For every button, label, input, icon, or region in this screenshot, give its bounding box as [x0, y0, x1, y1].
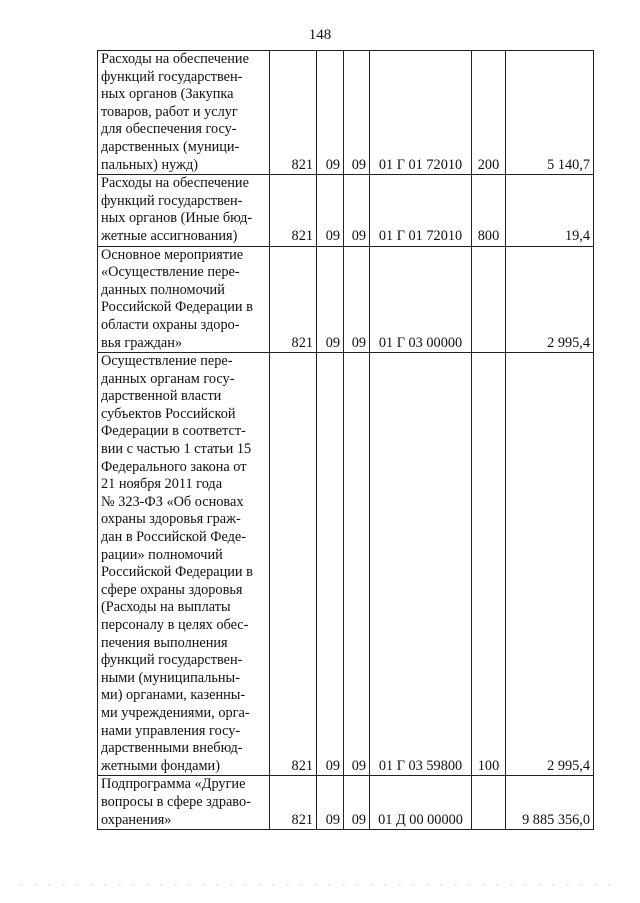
section-code: 09: [317, 51, 344, 175]
target-article-code: 01 Д 00 00000: [370, 776, 472, 830]
description-line: Подпрограмма «Другие: [101, 776, 246, 793]
description-line: функций государствен-: [101, 68, 243, 85]
description-line: нами управления госу-: [101, 722, 241, 739]
table-body: [98, 51, 594, 830]
amount: 2 995,4: [506, 246, 594, 353]
amount: 5 140,7: [506, 51, 594, 175]
subsection-code: 09: [344, 175, 370, 246]
description-line: данных органам госу-: [101, 370, 235, 387]
table-row: [98, 246, 594, 353]
amount: 19,4: [506, 175, 594, 246]
page-number: 148: [308, 27, 332, 43]
table-row: [98, 353, 594, 776]
row-description: [98, 175, 270, 246]
description-line: охранения»: [101, 811, 172, 828]
expense-type-code: [472, 776, 506, 830]
description-line: субъектов Российской: [101, 405, 236, 422]
ministry-code: 821: [270, 353, 317, 776]
subsection-code: 09: [344, 353, 370, 776]
description-line: (Расходы на выплаты: [101, 599, 231, 616]
description-line: ми учреждениями, орга-: [101, 704, 250, 721]
description-line: Федерального закона от: [101, 458, 247, 475]
description-line: Федерации в соответст-: [101, 423, 246, 440]
description-line: ными (муниципальны-: [101, 669, 240, 686]
row-description: [98, 353, 270, 776]
description-line: данных полномочий: [101, 281, 225, 298]
description-line: функций государствен-: [101, 192, 243, 209]
description-line: дарственными внебюд-: [101, 740, 243, 757]
description-line: дан в Российской Феде-: [101, 529, 247, 546]
description-line: дарственных (муници-: [101, 138, 240, 155]
description-line: ных органов (Иные бюд-: [101, 210, 253, 227]
ministry-code: 821: [270, 246, 317, 353]
description-line: персоналу в целях обес-: [101, 617, 249, 633]
row-description: [98, 776, 270, 830]
description-line: Осуществление пере-: [101, 353, 233, 370]
description-line: области охраны здоро-: [101, 316, 240, 333]
target-article-code: 01 Г 01 72010: [370, 175, 472, 246]
description-line: Российской Федерации в: [101, 564, 253, 581]
amount: 2 995,4: [506, 353, 594, 776]
description-line: Расходы на обеспечение: [101, 51, 249, 67]
budget-table: [97, 50, 594, 830]
description-line: Основное мероприятие: [101, 246, 244, 263]
description-line: вии с частью 1 статьи 15: [101, 441, 252, 458]
section-code: 09: [317, 776, 344, 830]
expense-type-code: 200: [472, 51, 506, 175]
expense-type-code: 800: [472, 175, 506, 246]
description-line: жетные ассигнования): [101, 227, 238, 244]
ministry-code: 821: [270, 175, 317, 246]
description-line: дарственной власти: [101, 388, 222, 405]
ministry-code: 821: [270, 51, 317, 175]
description-line: функций государствен-: [101, 652, 243, 669]
amount: 9 885 356,0: [506, 776, 594, 830]
description-line: 21 ноября 2011 года: [101, 476, 223, 493]
section-code: 09: [317, 353, 344, 776]
target-article-code: 01 Г 01 72010: [370, 51, 472, 175]
description-line: вья граждан»: [101, 334, 183, 351]
table-row: [98, 51, 594, 175]
description-line: Расходы на обеспечение: [101, 175, 249, 192]
description-line: № 323-ФЗ «Об основах: [101, 493, 244, 510]
description-line: жетными фондами): [101, 757, 220, 774]
expense-type-code: 100: [472, 353, 506, 776]
scan-artifact: [20, 884, 620, 886]
description-line: печения выполнения: [101, 634, 228, 651]
table-row: [98, 776, 594, 830]
description-line: ми) органами, казенны-: [101, 687, 246, 704]
subsection-code: 09: [344, 51, 370, 175]
row-description: [98, 246, 270, 353]
row-description: [98, 51, 270, 175]
description-line: ных органов (Закупка: [101, 86, 234, 103]
target-article-code: 01 Г 03 00000: [370, 246, 472, 353]
expense-type-code: [472, 246, 506, 353]
target-article-code: 01 Г 03 59800: [370, 353, 472, 776]
subsection-code: 09: [344, 776, 370, 830]
section-code: 09: [317, 246, 344, 353]
description-line: охраны здоровья граж-: [101, 511, 241, 528]
description-line: вопросы в сфере здраво-: [101, 793, 251, 810]
description-line: пальных) нужд): [101, 156, 199, 173]
ministry-code: 821: [270, 776, 317, 830]
table-row: [98, 175, 594, 246]
description-line: для обеспечения госу-: [101, 121, 237, 138]
subsection-code: 09: [344, 246, 370, 353]
description-line: товаров, работ и услуг: [101, 103, 238, 120]
description-line: рации» полномочий: [101, 546, 223, 563]
description-line: сфере охраны здоровья: [101, 581, 243, 598]
section-code: 09: [317, 175, 344, 246]
description-line: «Осуществление пере-: [101, 264, 240, 281]
description-line: Российской Федерации в: [101, 299, 253, 316]
